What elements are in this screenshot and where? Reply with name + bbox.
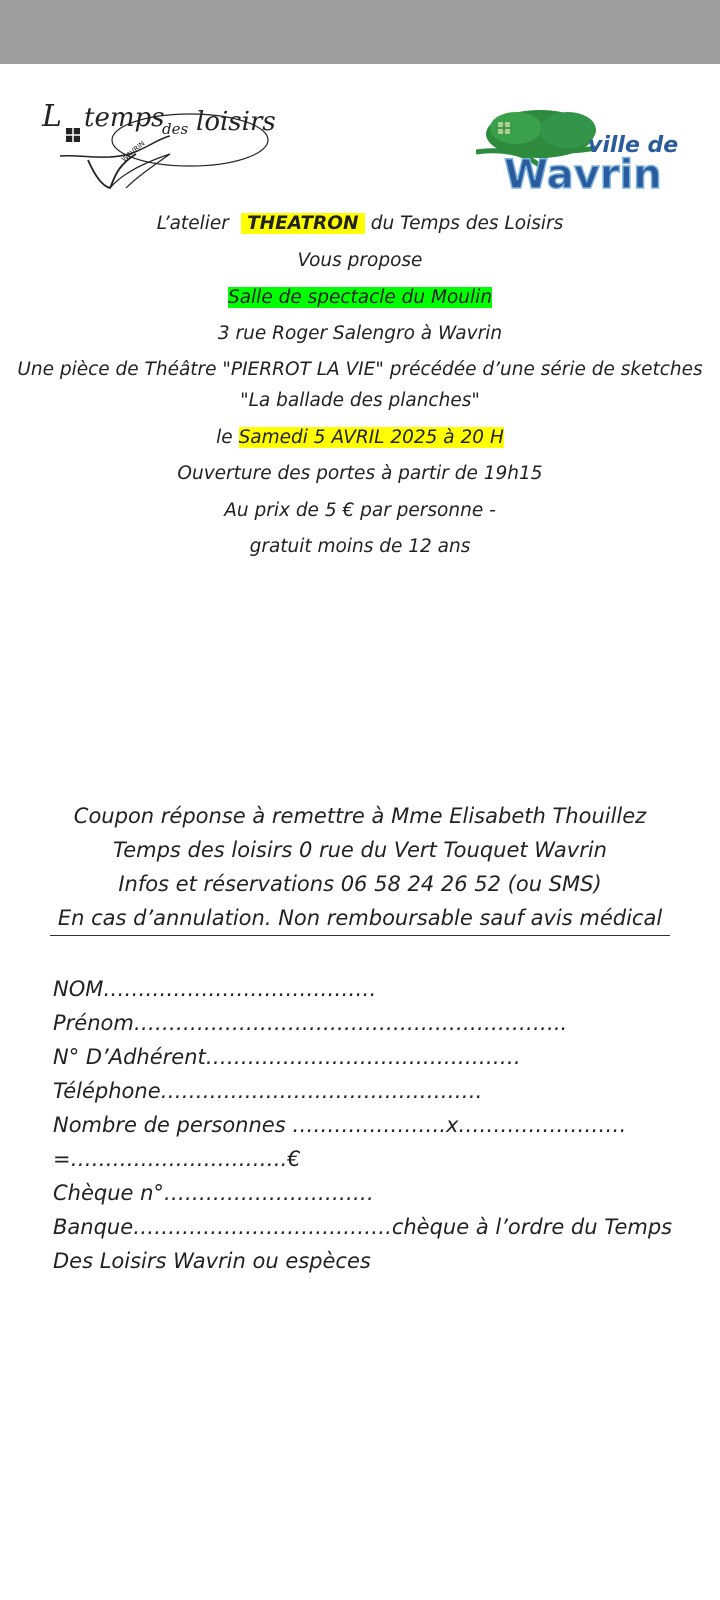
date-line bbox=[0, 426, 720, 450]
address-line: 3 rue Roger Salengro à Wavrin bbox=[217, 323, 503, 344]
price-line: Au prix de 5 € par personne - bbox=[224, 500, 496, 521]
play-line-1: Une pièce de Théâtre "PIERROT LA VIE" précédée d’une série de sketches bbox=[17, 359, 703, 380]
logo-le-text: L bbox=[42, 99, 62, 134]
svg-text:loisirs: loisirs bbox=[196, 107, 276, 137]
play-line-2: "La ballade des planches" bbox=[240, 390, 480, 411]
temps-des-loisirs-logo bbox=[40, 96, 276, 194]
workshop-suffix: du Temps des Loisirs bbox=[370, 213, 564, 234]
form-prenom: Prénom…………………………………………………….. bbox=[53, 1011, 568, 1035]
workshop-line bbox=[0, 212, 720, 236]
coupon-line-2: Temps des loisirs 0 rue du Vert Touquet Wavrin bbox=[112, 838, 607, 862]
form-adherent: N° D’Adhérent……………………………………… bbox=[53, 1045, 521, 1069]
doors-line: Ouverture des portes à partir de 19h15 bbox=[177, 463, 543, 484]
top-bar bbox=[0, 0, 720, 64]
venue-line bbox=[0, 286, 720, 310]
logo-ville-de-text: ville de bbox=[588, 133, 679, 158]
logo-wavrin-text: Wavrin bbox=[504, 152, 662, 192]
form-nom: NOM………………………………… bbox=[53, 977, 377, 1001]
reply-form bbox=[53, 972, 673, 1278]
proposes-line: Vous propose bbox=[297, 250, 423, 271]
coupon-line-3: Infos et réservations 06 58 24 26 52 (ou SMS) bbox=[118, 872, 602, 896]
form-total: =………………………….€ bbox=[53, 1147, 301, 1171]
divider bbox=[50, 935, 670, 936]
svg-text:des: des bbox=[162, 120, 189, 138]
date-prefix: le bbox=[216, 427, 233, 448]
coupon-line-1: Coupon réponse à remettre à Mme Elisabeth Thouillez bbox=[73, 804, 647, 828]
venue-name: Salle de spectacle du Moulin bbox=[227, 287, 493, 308]
ville-de-wavrin-logo bbox=[476, 108, 682, 192]
form-personnes: Nombre de personnes ………………….x…………………… bbox=[53, 1113, 627, 1137]
coupon-line-4: En cas d’annulation. Non remboursable sauf avis médical bbox=[57, 906, 663, 930]
free-line: gratuit moins de 12 ans bbox=[249, 536, 471, 557]
workshop-name: THEATRON bbox=[241, 213, 365, 234]
event-date: Samedi 5 AVRIL 2025 à 20 H bbox=[238, 427, 504, 448]
svg-text:WAVRIN: WAVRIN bbox=[120, 139, 147, 164]
form-cheque: Chèque n°…………………………Banque……………………………….chèque à l’ordre du Temps Des Loisirs Wavrin ou espèces bbox=[53, 1181, 673, 1273]
logo-temps-text: temps bbox=[84, 103, 165, 133]
workshop-prefix: L’atelier bbox=[156, 213, 229, 234]
form-telephone: Téléphone………………………………………. bbox=[53, 1079, 483, 1103]
